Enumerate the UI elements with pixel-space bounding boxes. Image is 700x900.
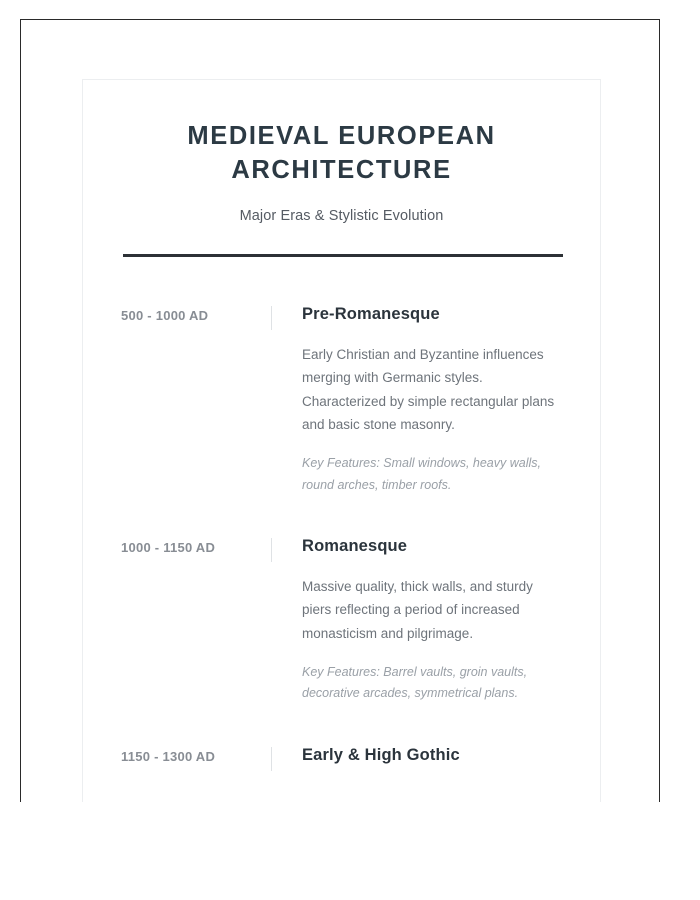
timeline-entry-features: Key Features: Barrel vaults, groin vaults, decorative arcades, symmetrical plans. (302, 664, 528, 701)
timeline-entry-description: Early Christian and Byzantine influences merging with Germanic styles. Characterized by simple rectangular plans and basic stone masonry. (302, 346, 555, 432)
document-frame (20, 19, 660, 802)
timeline-entry-title: Romanesque (302, 537, 408, 556)
timeline-entry-era: 500 - 1000 AD (121, 308, 209, 324)
timeline-entry-era: 1150 - 1300 AD (121, 748, 216, 764)
timeline-entry-features: Key Features: Small windows, heavy walls, round arches, timber roofs. (302, 456, 541, 492)
timeline-entry (83, 304, 600, 496)
timeline-entry-body (272, 745, 600, 766)
document-header (83, 80, 600, 257)
timeline-entry (83, 745, 600, 771)
timeline-entry-title: Early & High Gothic (302, 745, 460, 764)
timeline-entry (83, 536, 600, 705)
timeline-entry-description: Massive quality, thick walls, and sturdy piers reflecting a period of increased monasticism and pilgrimage. (302, 578, 533, 641)
page-title: MEDIEVAL EUROPEAN ARCHITECTURE (187, 122, 496, 184)
timeline-entry-title: Pre-Romanesque (302, 305, 440, 324)
page-subtitle: Major Eras & Stylistic Evolution (239, 208, 444, 225)
timeline-entry-body (272, 304, 600, 496)
timeline-entry-era: 1000 - 1150 AD (121, 540, 216, 556)
header-divider (123, 254, 563, 257)
timeline-entry-body (272, 536, 600, 705)
document-content-card (82, 79, 601, 802)
timeline-list (83, 304, 600, 771)
